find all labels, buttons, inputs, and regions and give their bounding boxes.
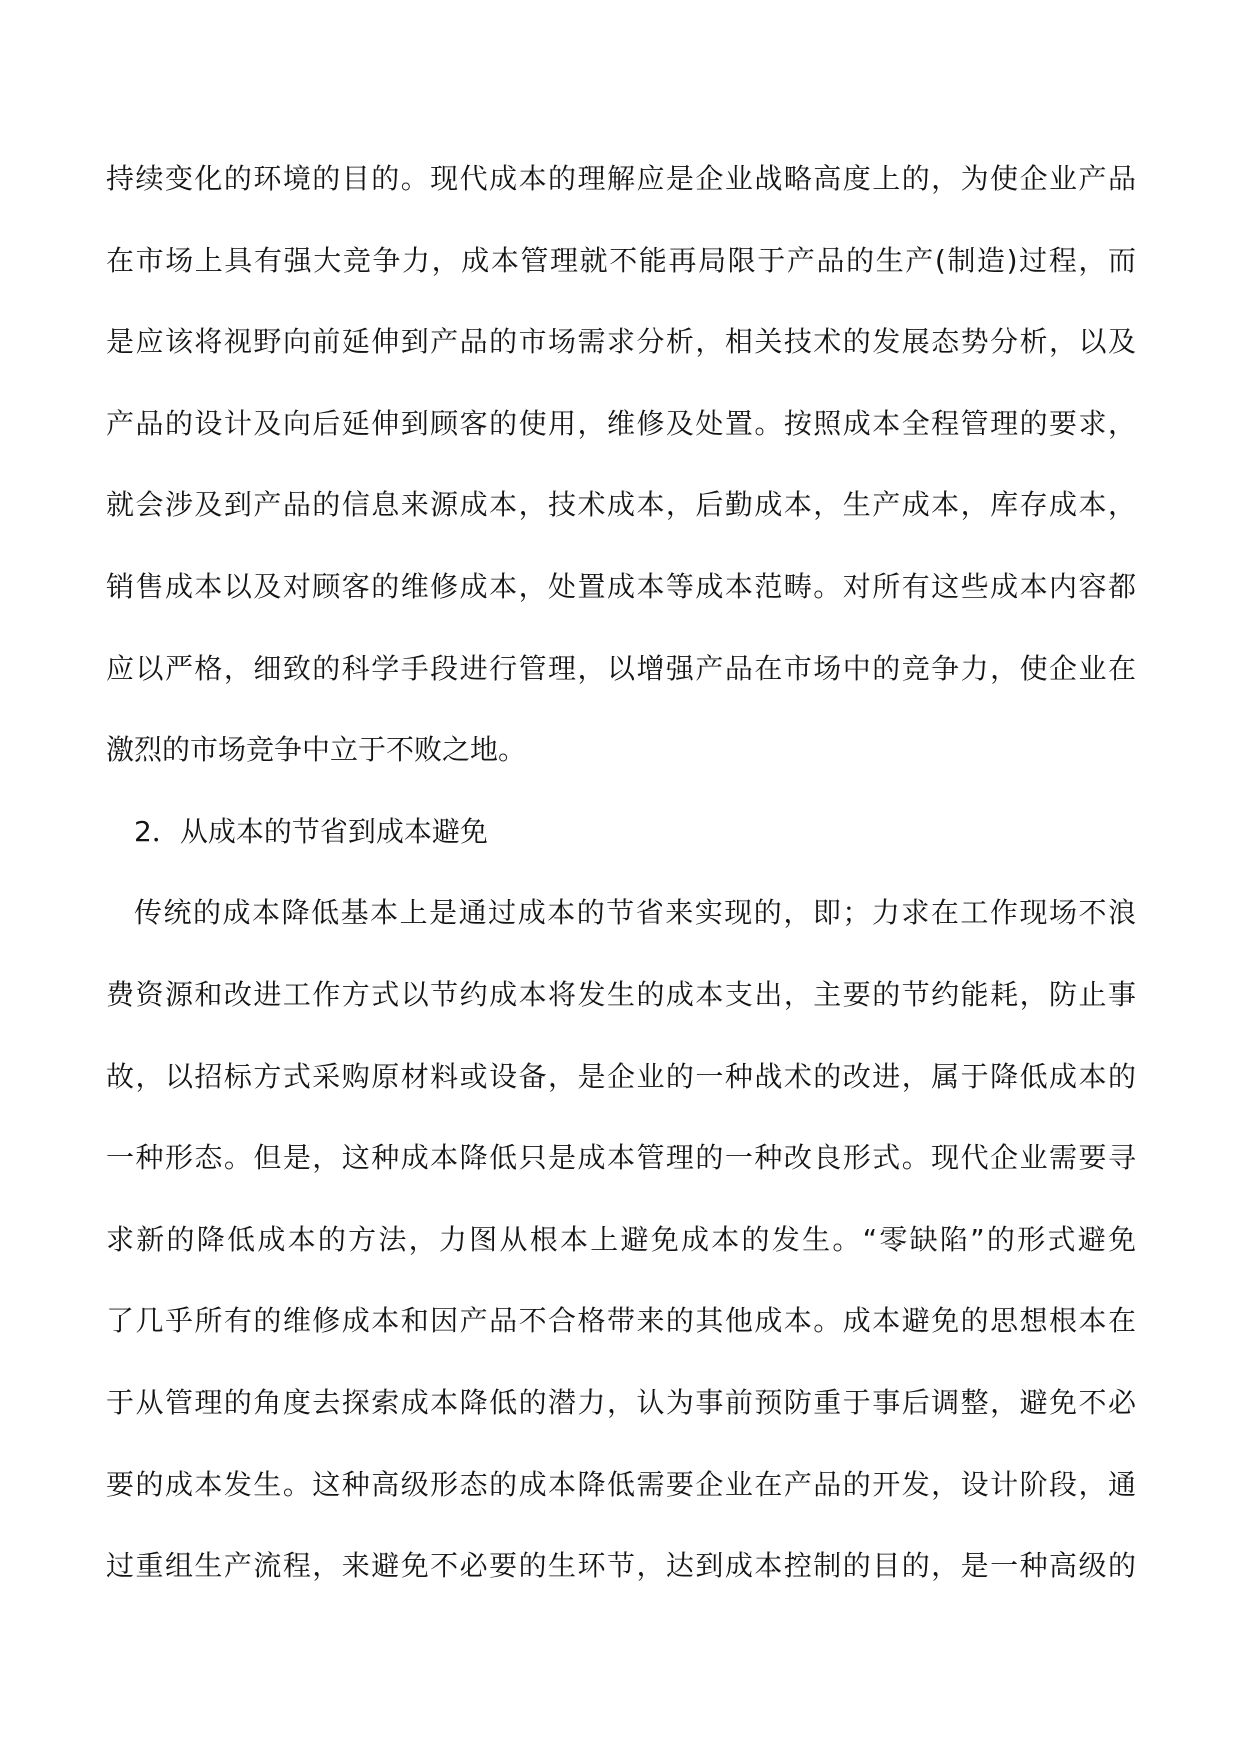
section-heading: 2．从成本的节省到成本避免 [134, 814, 488, 848]
text-line: 应以严格，细致的科学手段进行管理，以增强产品在市场中的竞争力，使企业在 [106, 651, 1136, 685]
text-line: 过重组生产流程，来避免不必要的生环节，达到成本控制的目的，是一种高级的 [106, 1549, 1136, 1583]
text-line: 激烈的市场竞争中立于不败之地。 [106, 733, 527, 767]
document-body [106, 159, 1136, 1628]
text-line: 就会涉及到产品的信息来源成本，技术成本，后勤成本，生产成本，库存成本， [106, 488, 1136, 522]
text-line: 于从管理的角度去探索成本降低的潜力，认为事前预防重于事后调整，避免不必 [106, 1385, 1136, 1419]
text-line: 要的成本发生。这种高级形态的成本降低需要企业在产品的开发，设计阶段，通 [106, 1467, 1136, 1501]
paragraph-1 [106, 159, 1136, 812]
text-line: 在市场上具有强大竞争力，成本管理就不能再局限于产品的生产(制造)过程，而 [106, 243, 1136, 277]
text-line: 故，以招标方式采购原材料或设备，是企业的一种战术的改进，属于降低成本的 [106, 1059, 1136, 1093]
text-line: 销售成本以及对顾客的维修成本，处置成本等成本范畴。对所有这些成本内容都 [106, 569, 1136, 603]
paragraph-2 [106, 893, 1136, 1627]
text-line: 费资源和改进工作方式以节约成本将发生的成本支出，主要的节约能耗，防止事 [106, 977, 1136, 1011]
text-line: 求新的降低成本的方法，力图从根本上避免成本的发生。“零缺陷”的形式避免 [106, 1222, 1136, 1256]
text-line: 传统的成本降低基本上是通过成本的节省来实现的，即；力求在工作现场不浪 [134, 896, 1136, 930]
text-line: 了几乎所有的维修成本和因产品不合格带来的其他成本。成本避免的思想根本在 [106, 1304, 1136, 1338]
text-line: 一种形态。但是，这种成本降低只是成本管理的一种改良形式。现代企业需要寻 [106, 1141, 1136, 1175]
text-line: 产品的设计及向后延伸到顾客的使用，维修及处置。按照成本全程管理的要求， [106, 406, 1136, 440]
text-line: 持续变化的环境的目的。现代成本的理解应是企业战略高度上的，为使企业产品 [106, 162, 1136, 195]
text-line: 是应该将视野向前延伸到产品的市场需求分析，相关技术的发展态势分析，以及 [106, 325, 1136, 359]
